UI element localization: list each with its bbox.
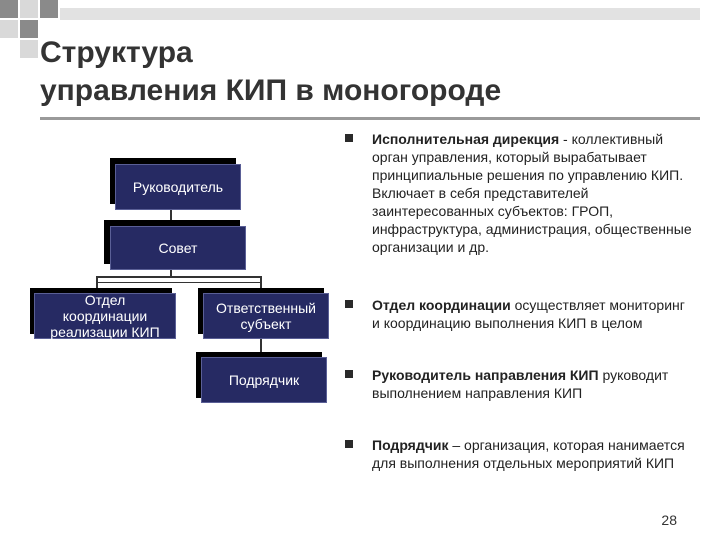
council-box: Совет — [110, 226, 246, 270]
bullet-text: осуществляет мониторинг и координацию выполнения КИП в целом — [372, 297, 685, 331]
bullet-term: Руководитель направления КИП — [372, 367, 599, 383]
title-line-2: управления КИП в моногороде — [40, 74, 502, 107]
head-box: Руководитель — [115, 164, 241, 210]
contractor-box: Подрядчик — [201, 357, 327, 403]
bullet-term: Подрядчик — [372, 437, 449, 453]
bullet-square-icon — [345, 300, 353, 308]
page-number: 28 — [661, 512, 677, 528]
responsible-box: Ответственный субъект — [203, 293, 329, 339]
title-divider — [40, 117, 700, 120]
bullet-square-icon — [345, 134, 353, 142]
bullet-term: Отдел координации — [372, 297, 511, 313]
bullet-term: Исполнительная дирекция — [372, 131, 560, 147]
bullet-square-icon — [345, 370, 353, 378]
bullet-text: руководит выполнением направления КИП — [372, 367, 669, 401]
coord-dept-box: Отдел координации реализации КИП — [34, 293, 176, 339]
page-title — [40, 34, 640, 110]
title-line-1: Структура — [40, 36, 193, 69]
bullet-text: - коллективный орган управления, который вырабатывает принципиальные решения по управлению КИП. Включает в себя представителей заинтересованных субъектов: ГРОП, инфраструктура, администрация, общественные организации и др. — [372, 131, 692, 255]
bullet-square-icon — [345, 440, 353, 448]
top-stripe — [60, 8, 700, 20]
connector-bus-horizontal-2 — [96, 282, 262, 283]
connector-bus-horizontal — [96, 276, 262, 278]
bullet-text: – организация, которая нанимается для выполнения отдельных мероприятий КИП — [372, 437, 685, 471]
